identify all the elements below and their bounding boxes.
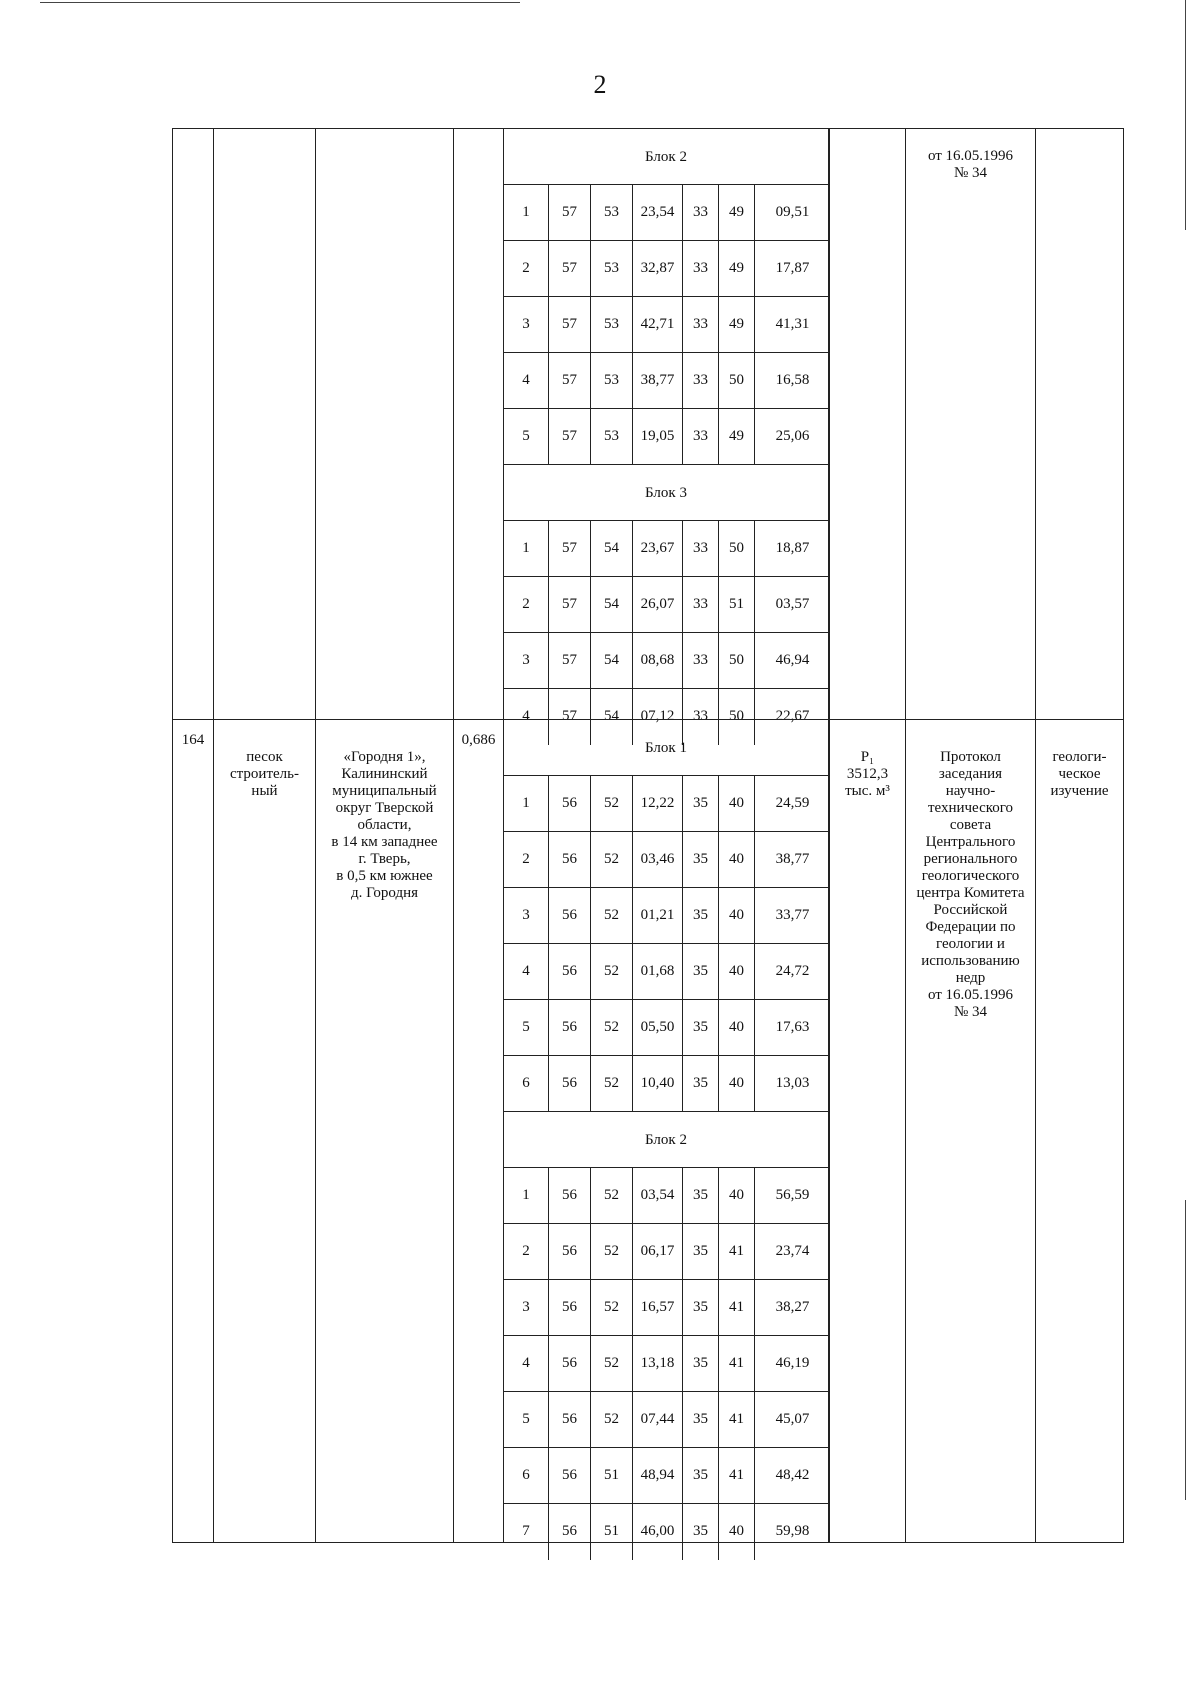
- lon-degrees: 35: [682, 944, 718, 999]
- lat-degrees: 57: [548, 577, 590, 632]
- lon-seconds: 33,77: [754, 888, 830, 943]
- lon-minutes: 41: [718, 1336, 754, 1391]
- lat-degrees: 57: [548, 633, 590, 688]
- lon-seconds: 59,98: [754, 1504, 830, 1560]
- lon-degrees: 35: [682, 832, 718, 887]
- lon-seconds: 46,94: [754, 633, 830, 688]
- scan-edge-line: [1185, 0, 1186, 230]
- lat-seconds: 01,68: [632, 944, 682, 999]
- lat-degrees: 57: [548, 689, 590, 745]
- lat-seconds: 48,94: [632, 1448, 682, 1503]
- lon-degrees: 33: [682, 241, 718, 296]
- coordinate-row: [504, 1224, 828, 1280]
- mineral-cell: [213, 129, 315, 719]
- lon-minutes: 40: [718, 1504, 754, 1560]
- lat-minutes: 52: [590, 1392, 632, 1447]
- point-number: 2: [522, 1242, 530, 1259]
- coordinate-row: [504, 1504, 828, 1560]
- point-number: 4: [522, 962, 530, 979]
- lon-degrees: 33: [682, 577, 718, 632]
- lat-minutes: 52: [590, 832, 632, 887]
- lon-degrees: 33: [682, 633, 718, 688]
- lat-degrees: 57: [548, 353, 590, 408]
- lat-seconds: 23,54: [632, 185, 682, 240]
- location-cell: [315, 129, 453, 719]
- lon-seconds: 17,87: [754, 241, 830, 296]
- point-number: 3: [522, 1298, 530, 1315]
- lon-degrees: 35: [682, 1504, 718, 1560]
- lon-minutes: 40: [718, 776, 754, 831]
- lon-minutes: 40: [718, 888, 754, 943]
- lon-minutes: 50: [718, 689, 754, 745]
- point-number: 1: [522, 1186, 530, 1203]
- lon-seconds: 09,51: [754, 185, 830, 240]
- lat-minutes: 51: [590, 1448, 632, 1503]
- lon-minutes: 40: [718, 1168, 754, 1223]
- record-number: 164: [181, 731, 205, 748]
- lat-minutes: 53: [590, 185, 632, 240]
- point-number: 5: [522, 1018, 530, 1035]
- lat-minutes: 52: [590, 1224, 632, 1279]
- lat-degrees: 57: [548, 241, 590, 296]
- point-number: 7: [522, 1522, 530, 1539]
- lat-seconds: 06,17: [632, 1224, 682, 1279]
- lon-minutes: 50: [718, 521, 754, 576]
- lat-seconds: 08,68: [632, 633, 682, 688]
- coordinate-row: [504, 1392, 828, 1448]
- point-number: 2: [522, 260, 530, 276]
- point-number: 3: [522, 316, 530, 332]
- lon-seconds: 24,59: [754, 776, 830, 831]
- lon-degrees: 33: [682, 409, 718, 464]
- lat-seconds: 12,22: [632, 776, 682, 831]
- lon-minutes: 40: [718, 832, 754, 887]
- coordinate-row: [504, 944, 828, 1000]
- lon-degrees: 35: [682, 776, 718, 831]
- lat-degrees: 57: [548, 409, 590, 464]
- coordinate-row: [504, 832, 828, 888]
- point-number: 2: [522, 850, 530, 867]
- lon-seconds: 56,59: [754, 1168, 830, 1223]
- lat-seconds: 26,07: [632, 577, 682, 632]
- coordinate-row: [504, 241, 828, 297]
- coordinate-row: [504, 888, 828, 944]
- coordinate-row: [504, 521, 828, 577]
- point-number: 5: [522, 1410, 530, 1427]
- deposits-table: [172, 128, 1124, 1543]
- lat-minutes: 51: [590, 1504, 632, 1560]
- mineral-cell: [213, 720, 315, 1542]
- lon-degrees: 33: [682, 353, 718, 408]
- lat-degrees: 56: [548, 1056, 590, 1111]
- point-number: 4: [522, 708, 530, 724]
- lon-seconds: 03,57: [754, 577, 830, 632]
- lon-degrees: 33: [682, 521, 718, 576]
- lat-degrees: 56: [548, 1280, 590, 1335]
- lat-minutes: 54: [590, 521, 632, 576]
- lat-seconds: 07,12: [632, 689, 682, 745]
- lon-seconds: 41,31: [754, 297, 830, 352]
- resources-cell: [829, 129, 905, 719]
- lat-seconds: 01,21: [632, 888, 682, 943]
- scan-edge-line: [40, 2, 520, 3]
- table-row-continuation: [172, 128, 1124, 724]
- lon-minutes: 49: [718, 297, 754, 352]
- scan-edge-line: [1185, 1200, 1186, 1500]
- lat-degrees: 56: [548, 776, 590, 831]
- lat-degrees: 56: [548, 1336, 590, 1391]
- number-cell: [173, 720, 213, 1542]
- lon-seconds: 18,87: [754, 521, 830, 576]
- lat-minutes: 54: [590, 633, 632, 688]
- purpose-cell: [1035, 720, 1123, 1542]
- location-cell: [315, 720, 453, 1542]
- lon-minutes: 40: [718, 1056, 754, 1111]
- lon-degrees: 35: [682, 1448, 718, 1503]
- lat-degrees: 56: [548, 888, 590, 943]
- point-number: 3: [522, 652, 530, 668]
- purpose-cell: [1035, 129, 1123, 719]
- lat-minutes: 54: [590, 577, 632, 632]
- lon-minutes: 50: [718, 633, 754, 688]
- lat-minutes: 52: [590, 1000, 632, 1055]
- lon-degrees: 35: [682, 1000, 718, 1055]
- point-number: 1: [522, 540, 530, 556]
- lat-degrees: 56: [548, 1504, 590, 1560]
- lon-seconds: 38,27: [754, 1280, 830, 1335]
- lat-degrees: 57: [548, 297, 590, 352]
- protocol-text: от 16.05.1996 № 34: [927, 148, 1014, 181]
- protocol-cell: [905, 129, 1035, 719]
- lat-degrees: 56: [548, 1448, 590, 1503]
- lon-minutes: 49: [718, 409, 754, 464]
- coordinate-row: [504, 776, 828, 832]
- coordinate-row: [504, 633, 828, 689]
- lon-seconds: 45,07: [754, 1392, 830, 1447]
- number-cell: [173, 129, 213, 719]
- coordinate-row: [504, 1448, 828, 1504]
- point-number: 4: [522, 1354, 530, 1371]
- coordinate-row: [504, 409, 828, 465]
- lon-seconds: 13,03: [754, 1056, 830, 1111]
- point-number: 6: [522, 1074, 530, 1091]
- lon-minutes: 40: [718, 944, 754, 999]
- lat-minutes: 52: [590, 1336, 632, 1391]
- lon-minutes: 49: [718, 241, 754, 296]
- lat-seconds: 46,00: [632, 1504, 682, 1560]
- coordinates-subtable: [503, 720, 829, 1542]
- lat-seconds: 16,57: [632, 1280, 682, 1335]
- lon-seconds: 16,58: [754, 353, 830, 408]
- coordinates-subtable: [503, 129, 829, 724]
- page-number: 2: [593, 70, 607, 99]
- lat-seconds: 05,50: [632, 1000, 682, 1055]
- lon-minutes: 50: [718, 353, 754, 408]
- block-title: Блок 2: [504, 1112, 828, 1168]
- lat-minutes: 53: [590, 353, 632, 408]
- lon-seconds: 23,74: [754, 1224, 830, 1279]
- lat-minutes: 53: [590, 241, 632, 296]
- lon-degrees: 35: [682, 888, 718, 943]
- lat-degrees: 56: [548, 832, 590, 887]
- lat-minutes: 54: [590, 689, 632, 745]
- point-number: 3: [522, 906, 530, 923]
- coordinate-row: [504, 1056, 828, 1112]
- lat-minutes: 52: [590, 1280, 632, 1335]
- lat-minutes: 52: [590, 888, 632, 943]
- lon-seconds: 46,19: [754, 1336, 830, 1391]
- lat-seconds: 13,18: [632, 1336, 682, 1391]
- lat-seconds: 42,71: [632, 297, 682, 352]
- coordinate-row: [504, 353, 828, 409]
- lat-seconds: 07,44: [632, 1392, 682, 1447]
- lon-degrees: 35: [682, 1280, 718, 1335]
- lon-seconds: 22,67: [754, 689, 830, 745]
- lon-minutes: 41: [718, 1392, 754, 1447]
- location-text: «Городня 1», Калининский муниципальный округ Тверской области, в 14 км западнее г. Тверь, в 0,5 км южнее д. Городня: [331, 748, 438, 901]
- lat-degrees: 56: [548, 1168, 590, 1223]
- lon-degrees: 35: [682, 1392, 718, 1447]
- lon-minutes: 49: [718, 185, 754, 240]
- point-number: 6: [522, 1466, 530, 1483]
- lon-degrees: 35: [682, 1168, 718, 1223]
- lat-minutes: 52: [590, 776, 632, 831]
- lat-degrees: 56: [548, 1224, 590, 1279]
- lat-degrees: 56: [548, 1392, 590, 1447]
- protocol-cell: [905, 720, 1035, 1542]
- point-number: 5: [522, 428, 530, 444]
- lat-degrees: 57: [548, 521, 590, 576]
- lat-seconds: 38,77: [632, 353, 682, 408]
- lat-seconds: 23,67: [632, 521, 682, 576]
- lat-minutes: 52: [590, 1168, 632, 1223]
- coordinate-row: [504, 1280, 828, 1336]
- lon-degrees: 33: [682, 297, 718, 352]
- area-cell: [453, 720, 503, 1542]
- lat-degrees: 57: [548, 185, 590, 240]
- lon-degrees: 33: [682, 185, 718, 240]
- lat-seconds: 10,40: [632, 1056, 682, 1111]
- area-text: 0,686: [461, 731, 496, 748]
- lat-minutes: 52: [590, 1056, 632, 1111]
- coordinate-row: [504, 1000, 828, 1056]
- lon-seconds: 25,06: [754, 409, 830, 464]
- lat-seconds: 03,54: [632, 1168, 682, 1223]
- lon-degrees: 35: [682, 1056, 718, 1111]
- mineral-text: песок строитель- ный: [230, 748, 299, 799]
- lon-seconds: 17,63: [754, 1000, 830, 1055]
- lon-minutes: 40: [718, 1000, 754, 1055]
- lat-minutes: 53: [590, 409, 632, 464]
- lat-seconds: 32,87: [632, 241, 682, 296]
- lon-minutes: 51: [718, 577, 754, 632]
- area-cell: [453, 129, 503, 719]
- lat-degrees: 56: [548, 1000, 590, 1055]
- lon-seconds: 48,42: [754, 1448, 830, 1503]
- lon-degrees: 35: [682, 1336, 718, 1391]
- lon-minutes: 41: [718, 1280, 754, 1335]
- lon-degrees: 33: [682, 689, 718, 745]
- coordinate-row: [504, 1336, 828, 1392]
- lon-seconds: 38,77: [754, 832, 830, 887]
- lon-minutes: 41: [718, 1224, 754, 1279]
- coordinate-row: [504, 1168, 828, 1224]
- block-title: Блок 2: [504, 129, 828, 185]
- table-row-164: [172, 719, 1124, 1543]
- point-number: 4: [522, 372, 530, 388]
- resources-cell: [829, 720, 905, 1542]
- point-number: 1: [522, 794, 530, 811]
- coordinate-row: [504, 577, 828, 633]
- lon-minutes: 41: [718, 1448, 754, 1503]
- point-number: 1: [522, 204, 530, 220]
- point-number: 2: [522, 596, 530, 612]
- lat-minutes: 52: [590, 944, 632, 999]
- coordinate-row: [504, 297, 828, 353]
- lon-seconds: 24,72: [754, 944, 830, 999]
- purpose-text: геологи- ческое изучение: [1050, 748, 1109, 799]
- lat-degrees: 56: [548, 944, 590, 999]
- lat-seconds: 03,46: [632, 832, 682, 887]
- protocol-text: Протокол заседания научно- технического совета Центрального регионального геологического центра Комитета Российской Федерации по геологии и использованию недр от 16.05.1996 № 34: [916, 748, 1025, 1020]
- lon-degrees: 35: [682, 1224, 718, 1279]
- resources-text: P₁ 3512,3 тыс. м³: [845, 748, 890, 799]
- block-title: Блок 1: [504, 720, 828, 776]
- block-title: Блок 3: [504, 465, 828, 521]
- lat-seconds: 19,05: [632, 409, 682, 464]
- lat-minutes: 53: [590, 297, 632, 352]
- coordinate-row: [504, 185, 828, 241]
